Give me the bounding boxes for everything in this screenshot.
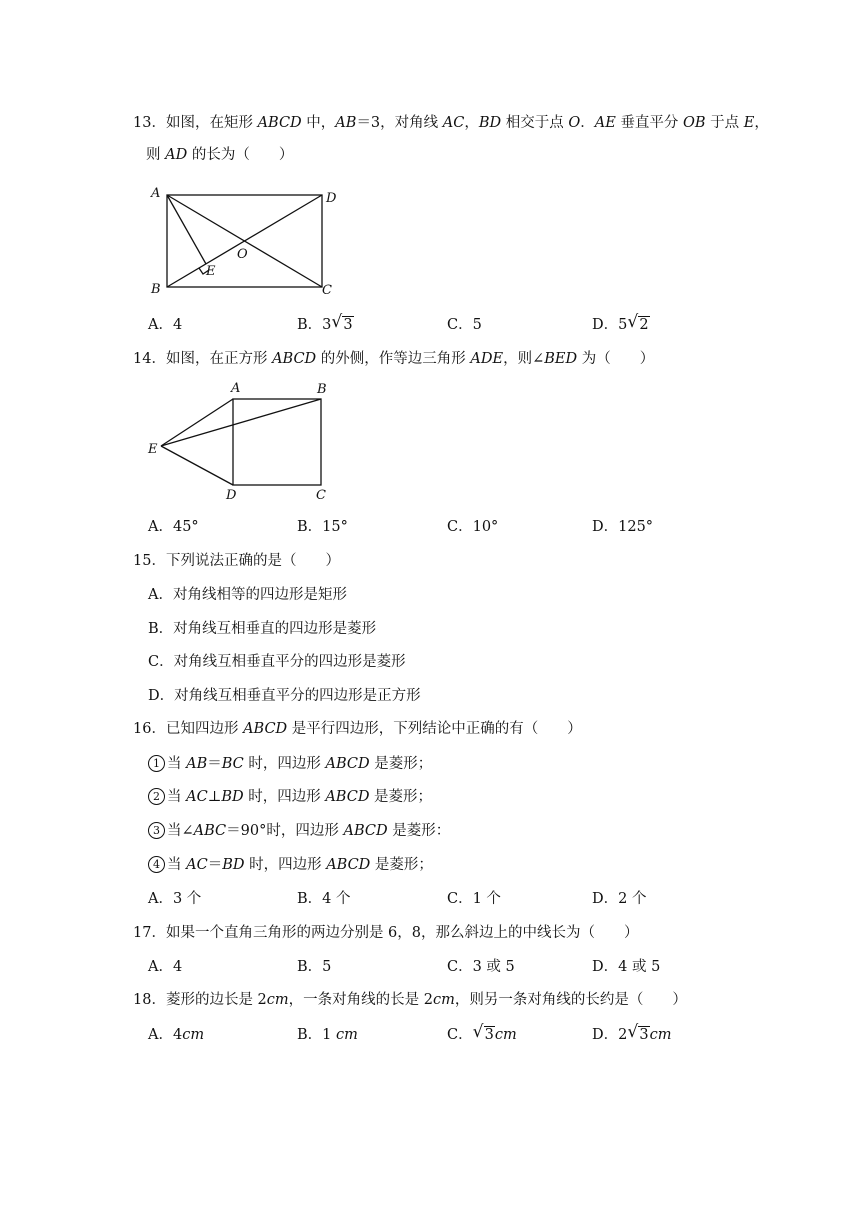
q15-stem: 15．下列说法正确的是（ ） bbox=[133, 553, 340, 569]
label-b: B bbox=[151, 282, 161, 297]
q14-option-a[interactable]: A．45° bbox=[148, 519, 199, 535]
q18-option-d[interactable]: D．2 √ 3cm bbox=[592, 1022, 672, 1043]
segment-ae bbox=[167, 195, 206, 264]
q13-option-a[interactable]: A．4 bbox=[148, 317, 183, 333]
q16-number: 16． bbox=[133, 721, 166, 737]
q16-statement-3: 3 当∠ABC＝90°时，四边形 ABCD 是菱形： bbox=[148, 821, 450, 841]
sqrt-symbol: √ 2 bbox=[627, 312, 649, 333]
circled-number-4: 4 bbox=[148, 856, 165, 873]
label-d: D bbox=[226, 488, 237, 503]
q13-stem-line2: 则 AD 的长为（ ） bbox=[146, 147, 294, 163]
q14-square-figure bbox=[140, 378, 350, 508]
q14-option-d[interactable]: D．125° bbox=[592, 519, 654, 535]
q17-option-b[interactable]: B．5 bbox=[297, 959, 332, 975]
sqrt-symbol: √ 3 bbox=[331, 312, 353, 333]
segment-ae bbox=[161, 399, 233, 446]
q18-option-a[interactable]: A．4cm bbox=[148, 1027, 205, 1043]
q16-statement-1: 1 当 AB＝BC 时，四边形 ABCD 是菱形； bbox=[148, 754, 432, 774]
q16-statement-2: 2 当 AC⊥BD 时，四边形 ABCD 是菱形； bbox=[148, 787, 432, 807]
q17-number: 17． bbox=[133, 925, 166, 941]
segment-be bbox=[161, 399, 321, 446]
q15-option-c[interactable]: C．对角线互相垂直平分的四边形是菱形 bbox=[148, 654, 406, 670]
label-c: C bbox=[322, 283, 332, 298]
q15-option-a[interactable]: A．对角线相等的四边形是矩形 bbox=[148, 587, 347, 603]
label-c: C bbox=[316, 488, 326, 503]
label-e: E bbox=[206, 264, 216, 279]
q16-option-b[interactable]: B．4 个 bbox=[297, 891, 351, 907]
q15-number: 15． bbox=[133, 553, 166, 569]
q14-stem: 14．如图，在正方形 ABCD 的外侧，作等边三角形 ADE，则∠BED 为（ ） bbox=[133, 351, 655, 367]
q16-option-a[interactable]: A．3 个 bbox=[148, 891, 202, 907]
sqrt-symbol: √ 3 bbox=[627, 1022, 649, 1043]
q16-statement-4: 4 当 AC＝BD 时，四边形 ABCD 是菱形； bbox=[148, 855, 433, 875]
q13-option-c[interactable]: C．5 bbox=[447, 317, 482, 333]
segment-de bbox=[161, 446, 233, 485]
q17-option-c[interactable]: C．3 或 5 bbox=[447, 959, 515, 975]
q16-stem: 16．已知四边形 ABCD 是平行四边形，下列结论中正确的有（ ） bbox=[133, 721, 582, 737]
label-e: E bbox=[148, 442, 158, 457]
q18-number: 18． bbox=[133, 992, 166, 1008]
label-o: O bbox=[237, 247, 248, 262]
q13-number: 13． bbox=[133, 115, 166, 131]
q15-option-d[interactable]: D．对角线互相垂直平分的四边形是正方形 bbox=[148, 688, 421, 704]
q13-option-d[interactable]: D．5 √ 2 bbox=[592, 312, 649, 333]
q14-option-c[interactable]: C．10° bbox=[447, 519, 499, 535]
q13-option-b[interactable]: B．3 √ 3 bbox=[297, 312, 353, 333]
circled-number-3: 3 bbox=[148, 822, 165, 839]
q13-rectangle-figure bbox=[140, 180, 340, 300]
q14-number: 14． bbox=[133, 351, 166, 367]
q17-option-a[interactable]: A．4 bbox=[148, 959, 183, 975]
q17-option-d[interactable]: D．4 或 5 bbox=[592, 959, 661, 975]
q18-option-c[interactable]: C． √ 3cm bbox=[447, 1022, 517, 1043]
label-b: B bbox=[317, 382, 327, 397]
label-d: D bbox=[326, 191, 337, 206]
q18-stem: 18．菱形的边长是 2cm，一条对角线的长是 2cm，则另一条对角线的长约是（ ） bbox=[133, 992, 687, 1008]
circled-number-2: 2 bbox=[148, 788, 165, 805]
sqrt-symbol: √ 3 bbox=[472, 1022, 494, 1043]
q13-stem-line1: 13．如图，在矩形 ABCD 中，AB＝3，对角线 AC，BD 相交于点 O．AE 垂直平分 OB 于点 E， bbox=[133, 115, 769, 131]
q18-option-b[interactable]: B．1 cm bbox=[297, 1027, 358, 1043]
q14-option-b[interactable]: B．15° bbox=[297, 519, 348, 535]
circled-number-1: 1 bbox=[148, 755, 165, 772]
q16-option-d[interactable]: D．2 个 bbox=[592, 891, 647, 907]
q15-option-b[interactable]: B．对角线互相垂直的四边形是菱形 bbox=[148, 621, 377, 637]
q16-option-c[interactable]: C．1 个 bbox=[447, 891, 501, 907]
label-a: A bbox=[231, 381, 241, 396]
q17-stem: 17．如果一个直角三角形的两边分别是 6，8，那么斜边上的中线长为（ ） bbox=[133, 925, 639, 941]
label-a: A bbox=[151, 186, 161, 201]
